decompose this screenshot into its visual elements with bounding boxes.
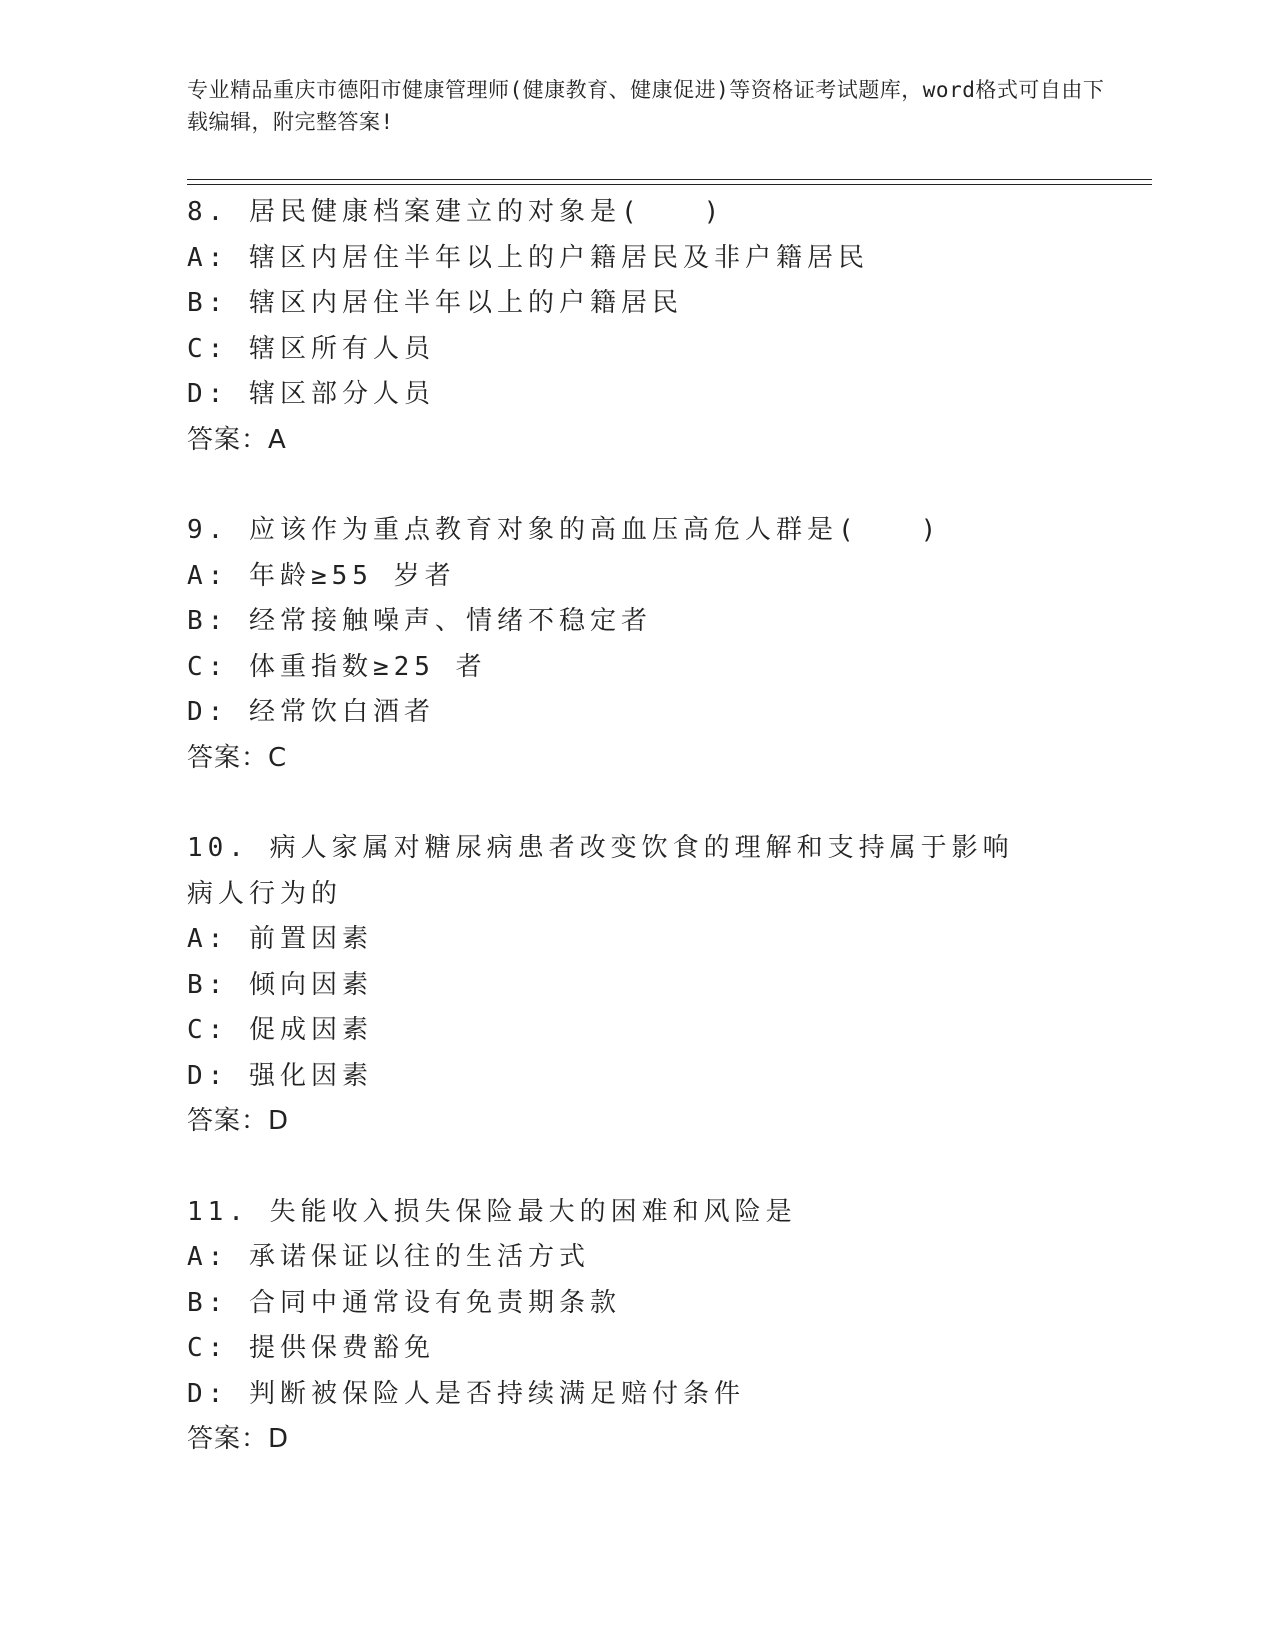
question-stem: 9. 应该作为重点教育对象的高血压高危人群是( ): [187, 515, 942, 545]
option-a: A: 承诺保证以往的生活方式: [187, 1242, 590, 1272]
question-stem: 11. 失能收入损失保险最大的困难和风险是: [187, 1196, 797, 1227]
answer-label: 答案：D: [187, 1424, 290, 1454]
option-c: C: 辖区所有人员: [187, 333, 435, 364]
document-header: 专业精品重庆市德阳市健康管理师(健康教育、健康促进)等资格证考试题库，word格式可自由下载编辑，附完整答案!: [187, 78, 1105, 134]
option-d: D: 经常饮白酒者: [187, 697, 435, 727]
option-d: D: 辖区部分人员: [187, 379, 435, 409]
question-stem: 8. 居民健康档案建立的对象是( ): [187, 197, 725, 227]
answer-label: 答案：A: [187, 424, 287, 455]
question-stem: 10. 病人家属对糖尿病患者改变饮食的理解和支持属于影响病人行为的: [187, 833, 1014, 909]
option-c: C: 体重指数≥25 者: [187, 651, 487, 682]
question-8: [187, 190, 1087, 463]
question-9: [187, 508, 1087, 781]
answer-label: 答案：C: [187, 742, 288, 773]
option-b: B: 倾向因素: [187, 969, 373, 1000]
question-11: [187, 1190, 1087, 1463]
header-divider-bottom: [187, 184, 1152, 185]
option-c: C: 提供保费豁免: [187, 1333, 435, 1363]
option-b: B: 经常接触噪声、情绪不稳定者: [187, 606, 652, 636]
option-d: D: 强化因素: [187, 1060, 373, 1091]
answer-label: 答案：D: [187, 1106, 290, 1136]
option-a: A: 年龄≥55 岁者: [187, 560, 456, 591]
option-d: D: 判断被保险人是否持续满足赔付条件: [187, 1378, 745, 1409]
option-c: C: 促成因素: [187, 1015, 373, 1045]
option-a: A: 前置因素: [187, 924, 373, 954]
option-a: A: 辖区内居住半年以上的户籍居民及非户籍居民: [187, 242, 869, 273]
header-divider-top: [187, 179, 1152, 180]
option-b: B: 合同中通常设有免责期条款: [187, 1287, 621, 1318]
question-10: [187, 826, 1087, 1145]
option-b: B: 辖区内居住半年以上的户籍居民: [187, 288, 683, 318]
question-list: [187, 190, 1087, 1508]
